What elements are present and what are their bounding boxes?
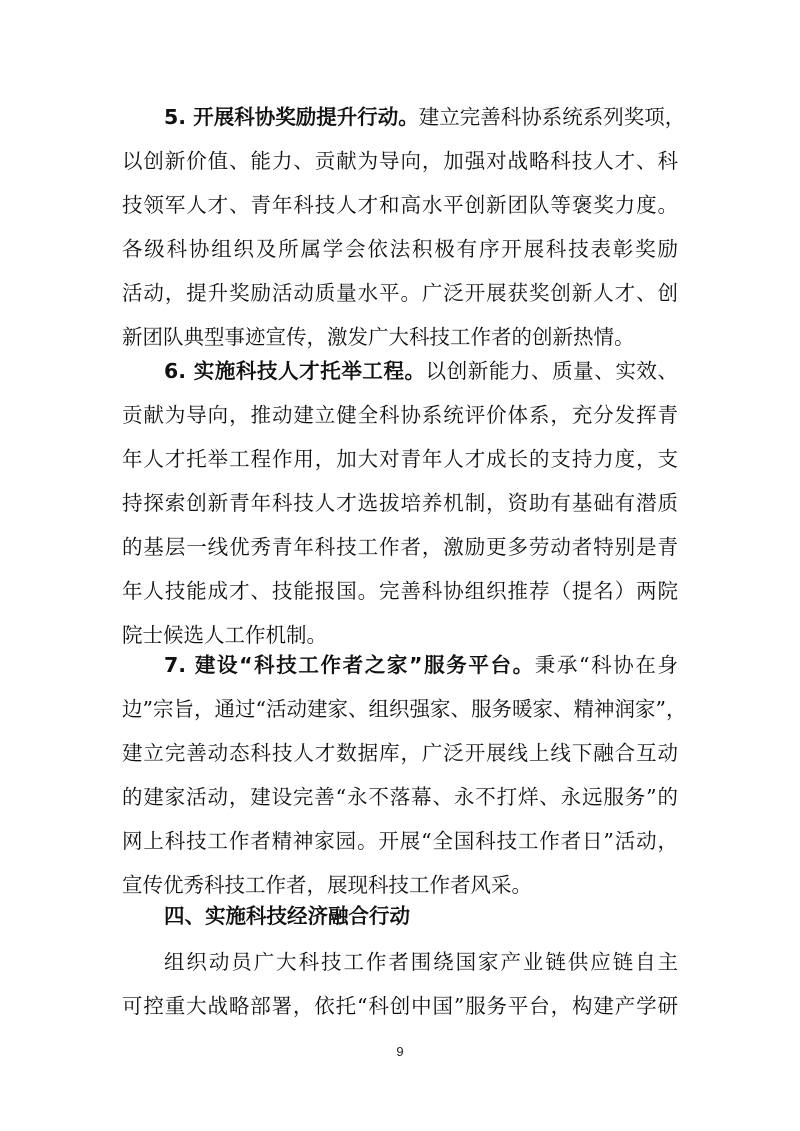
paragraph-8-line-2: 可控重大战略部署，依托“科创中国”服务平台，构建产学研 xyxy=(122,994,678,1018)
paragraph-5-line-5: 活动，提升奖励活动质量水平。广泛开展获奖创新人才、创 xyxy=(122,281,678,305)
paragraph-7-line-2: 边”宗旨，通过“活动建家、组织强家、服务暖家、精神润家”， xyxy=(122,697,687,721)
paragraph-5-heading: 5. 开展科协奖励提升行动。 xyxy=(164,105,419,129)
paragraph-6-heading: 6. 实施科技人才托举工程。 xyxy=(164,359,426,383)
paragraph-5-line-3: 技领军人才、青年科技人才和高水平创新团队等褒奖力度。 xyxy=(122,193,678,217)
paragraph-5 xyxy=(122,95,686,359)
paragraph-6-line-4: 持探索创新青年科技人才选拔培养机制，资助有基础有潜质 xyxy=(122,491,678,515)
paragraph-6-line-2: 贡献为导向，推动建立健全科协系统评价体系，充分发挥青 xyxy=(122,403,678,427)
paragraph-5-line-6: 新团队典型事迹宣传，激发广大科技工作者的创新热情。 xyxy=(122,325,635,349)
paragraph-7 xyxy=(122,643,687,907)
section-4 xyxy=(122,894,678,938)
paragraph-6 xyxy=(122,349,678,657)
paragraph-6-line-5: 的基层一线优秀青年科技工作者，激励更多劳动者特别是青 xyxy=(122,535,678,559)
paragraph-6-line-7: 院士候选人工作机制。 xyxy=(122,623,327,647)
paragraph-7-line-4: 的建家活动，建设完善“永不落幕、永不打烊、永远服务”的 xyxy=(122,785,678,809)
paragraph-5-line-4: 各级科协组织及所属学会依法积极有序开展科技表彰奖励 xyxy=(122,237,678,261)
paragraph-7-line-5: 网上科技工作者精神家园。开展“全国科技工作者日”活动， xyxy=(122,829,678,853)
paragraph-7-line-3: 建立完善动态科技人才数据库，广泛开展线上线下融合互动 xyxy=(122,741,678,765)
paragraph-6-line-6: 年人技能成才、技能报国。完善科协组织推荐（提名）两院 xyxy=(122,579,678,603)
section-4-heading: 四、实施科技经济融合行动 xyxy=(164,904,410,928)
paragraph-8 xyxy=(122,940,678,1028)
paragraph-7-heading: 7. 建设“科技工作者之家”服务平台。 xyxy=(164,653,535,677)
paragraph-7-line-1: 7. 建设“科技工作者之家”服务平台。秉承“科协在身 xyxy=(164,653,678,677)
paragraph-6-line-1: 6. 实施科技人才托举工程。以创新能力、质量、实效、 xyxy=(164,359,678,383)
paragraph-7-line-6: 宣传优秀科技工作者，展现科技工作者风采。 xyxy=(122,873,532,897)
paragraph-8-line-1: 组织动员广大科技工作者围绕国家产业链供应链自主 xyxy=(164,950,678,974)
paragraph-6-line-3: 年人才托举工程作用，加大对青年人才成长的支持力度，支 xyxy=(122,447,678,471)
page-number: 9 xyxy=(396,1044,404,1059)
paragraph-5-line-2: 以创新价值、能力、贡献为导向，加强对战略科技人才、科 xyxy=(122,149,678,173)
paragraph-5-line-1: 5. 开展科协奖励提升行动。建立完善科协系统系列奖项， xyxy=(164,105,686,129)
